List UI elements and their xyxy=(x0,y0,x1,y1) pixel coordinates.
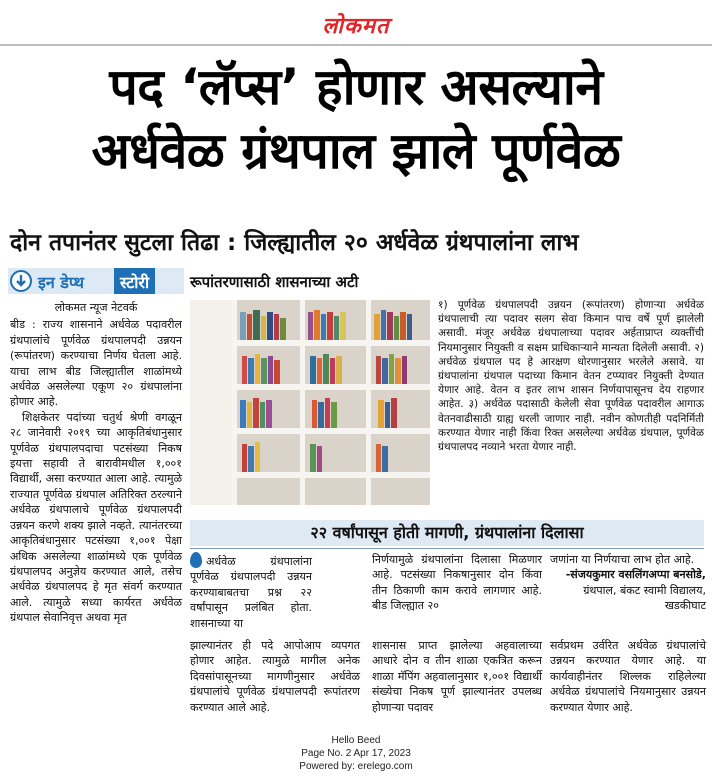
bottom-column-2: शासनास प्राप्त झालेल्या अहवालाच्या आधारे दोन व तीन शाळा एकत्रित करून शाळा मॅपिंग अहवालानुसार १,००१ विद्यार्थी संख्येचा निकष पूर्ण झाल्यानंतर उपलब्ध होणाऱ्या पदावर xyxy=(372,639,542,714)
article-paragraph: बीड : राज्य शासनाने अर्धवेळ पदावरील ग्रंथपालांचे पूर्णवेळ ग्रंथपालपदी उन्नयन (रूपांतरण) करण्याचा निर्णय घेतला आहे. याचा लाभ बीड जिल्ह्यातील शाळांमध्ये अर्धवेळ असलेल्या एकूण २० ग्रंथपालांना होणार आहे. xyxy=(10,318,182,409)
quote-signature: -संजयकुमार वसलिंगअप्पा बनसोडे, xyxy=(565,568,706,582)
conditions-list: १) पूर्णवेळ ग्रंथपालपदी उन्नयन (रूपांतरण) होणाऱ्या अर्धवेळ ग्रंथपालाची त्या पदावर सलग सेवा किमान पाच वर्षे पूर्ण झालेली असावी. मंजूर अर्धवेळ ग्रंथपालाच्या पदावर अर्हताप्राप्त व्यक्तींची नियमानुसार नियुक्ती व सक्षम प्राधिकाऱ्याने मान्यता दिलेली असावी. २) अर्धवेळ ग्रंथपाल पद हे आरक्षण धोरणानुसार भरलेले असावे. या ग्रंथपालांना ग्रंथपाल पदाच्या किमान वेतन टप्प्यावर नियुक्ती देण्यात येणार आहे. वेतन व इतर लाभ शासन निर्णयापासूनच देय राहणार आहेत. ३) अर्धवेळ पदासाठी केलेली सेवा पूर्णवेळ पदावरील आगाऊ वेतनवाढीसाठी ग्राह्य धरली जाणार नाही. नवीन कोणतीही पदनिर्मिती करण्यात येणार नाही किंवा रिक्त असलेल्या अर्धवेळ ग्रंथपाल, पूर्णवेळ ग्रंथपालपद नव्याने भरता येणार नाही. xyxy=(438,299,704,454)
bottom-column-1: झाल्यानंतर ही पदे आपोआप व्यपगत होणार आहेत. त्यामुळे मागील अनेक दिवसांपासूनच्या मागणीनुसार अर्धवेळ ग्रंथपालांचे पूर्णवेळ ग्रंथपालपदी रूपांतरण करण्यात आले आहे. xyxy=(190,639,360,714)
article-paragraph: शिक्षकेतर पदांच्या चतुर्थ श्रेणी वगळून २८ जानेवारी २०१९ च्या आकृतिबंधानुसार पूर्णवेळ ग्रंथपालपदाचा पटसंख्या निकष इयत्ता सहावी ते बारावीमधील १,००१ विद्यार्थी, असा करण्यात आला आहे. त्यामुळे राज्यात पूर्णवेळ ग्रंथपाल अतिरिक्त ठरल्याने अर्धवेळ ग्रंथपालाचे पूर्णवेळ ग्रंथपालपदी उन्नयन करणे शक्य झाले नव्हते. त्यानंतरच्या आकृतिबंधानुसार पटसंख्या १,००१ पेक्षा अधिक असलेल्या शाळांमध्ये एक पूर्णवेळ ग्रंथपालपद अनुज्ञेय करण्यात आले, तसेच अर्धवेळ ग्रंथपालपद हे मृत संवर्ग करण्यात आले. त्यामुळे सध्या कार्यरत अर्धवेळ ग्रंथपाल सेवानिवृत्त अथवा मृत xyxy=(10,410,182,625)
section-banner: २२ वर्षांपासून होती मागणी, ग्रंथपालांना दिलासा xyxy=(190,520,704,546)
conditions-box-heading: रूपांतरणासाठी शासनाच्या अटी xyxy=(190,273,359,291)
header-divider xyxy=(0,44,712,46)
newspaper-logo: लोकमत xyxy=(322,14,390,39)
story-label: स्टोरी xyxy=(114,268,155,294)
quote-text: जणांना या निर्णयाचा लाभ होत आहे. xyxy=(550,553,695,566)
headline-line-1: पद ‘लॅप्स’ होणार असल्याने xyxy=(109,58,603,116)
bottom-column-3: सर्वप्रथम उर्वरित अर्धवेळ ग्रंथपालांचे उन्नयन करण्यात येणार आहे. या कार्यवाहीनंतर शिल्लक राहिलेल्या अर्धवेळ ग्रंथपालांचे नियमानुसार उन्नयन करण्यात येणार आहे. xyxy=(550,639,706,714)
banner-divider xyxy=(190,548,704,549)
page-footer xyxy=(0,734,712,773)
headline xyxy=(8,58,704,180)
subheadline: दोन तपानंतर सुटला तिढा : जिल्ह्यातील २० अर्धवेळ ग्रंथपालांना लाभ xyxy=(10,230,579,256)
page-date: Page No. 2 Apr 17, 2023 xyxy=(301,748,411,759)
quote-drop-icon xyxy=(190,552,202,568)
in-depth-label: इन डेप्थ xyxy=(38,273,85,292)
news-source: लोकमत न्यूज नेटवर्क xyxy=(54,301,138,314)
signature-place: खडकीघाट xyxy=(664,599,706,613)
quote-column-2: निर्णयामुळे ग्रंथपालांना दिलासा मिळणार आहे. पटसंख्या निकषानुसार दोन किंवा तीन ठिकाणी काम करावे लागणार आहे. बीड जिल्ह्यात २० xyxy=(372,553,542,613)
powered-by: Powered by: erelego.com xyxy=(299,761,413,772)
quote-column-3 xyxy=(550,552,706,614)
in-depth-story-badge xyxy=(8,268,184,294)
edition-name: Hello Beed xyxy=(331,735,381,746)
quote-column-1 xyxy=(190,552,312,631)
headline-line-2: अर्धवेळ ग्रंथपाल झाले पूर्णवेळ xyxy=(91,122,621,180)
in-depth-icon xyxy=(10,270,32,292)
quote-text: अर्धवेळ ग्रंथपालांना पूर्णवेळ ग्रंथपालपदी उन्नयन करण्याबाबतचा प्रश्न २२ वर्षांपासून प्रलंबित होता. शासनाच्या या xyxy=(190,555,312,630)
left-article-column xyxy=(10,300,182,626)
library-bookshelf-photo xyxy=(190,300,430,505)
signature-designation: ग्रंथपाल, बंकट स्वामी विद्यालय, xyxy=(583,583,706,597)
masthead xyxy=(0,0,712,44)
